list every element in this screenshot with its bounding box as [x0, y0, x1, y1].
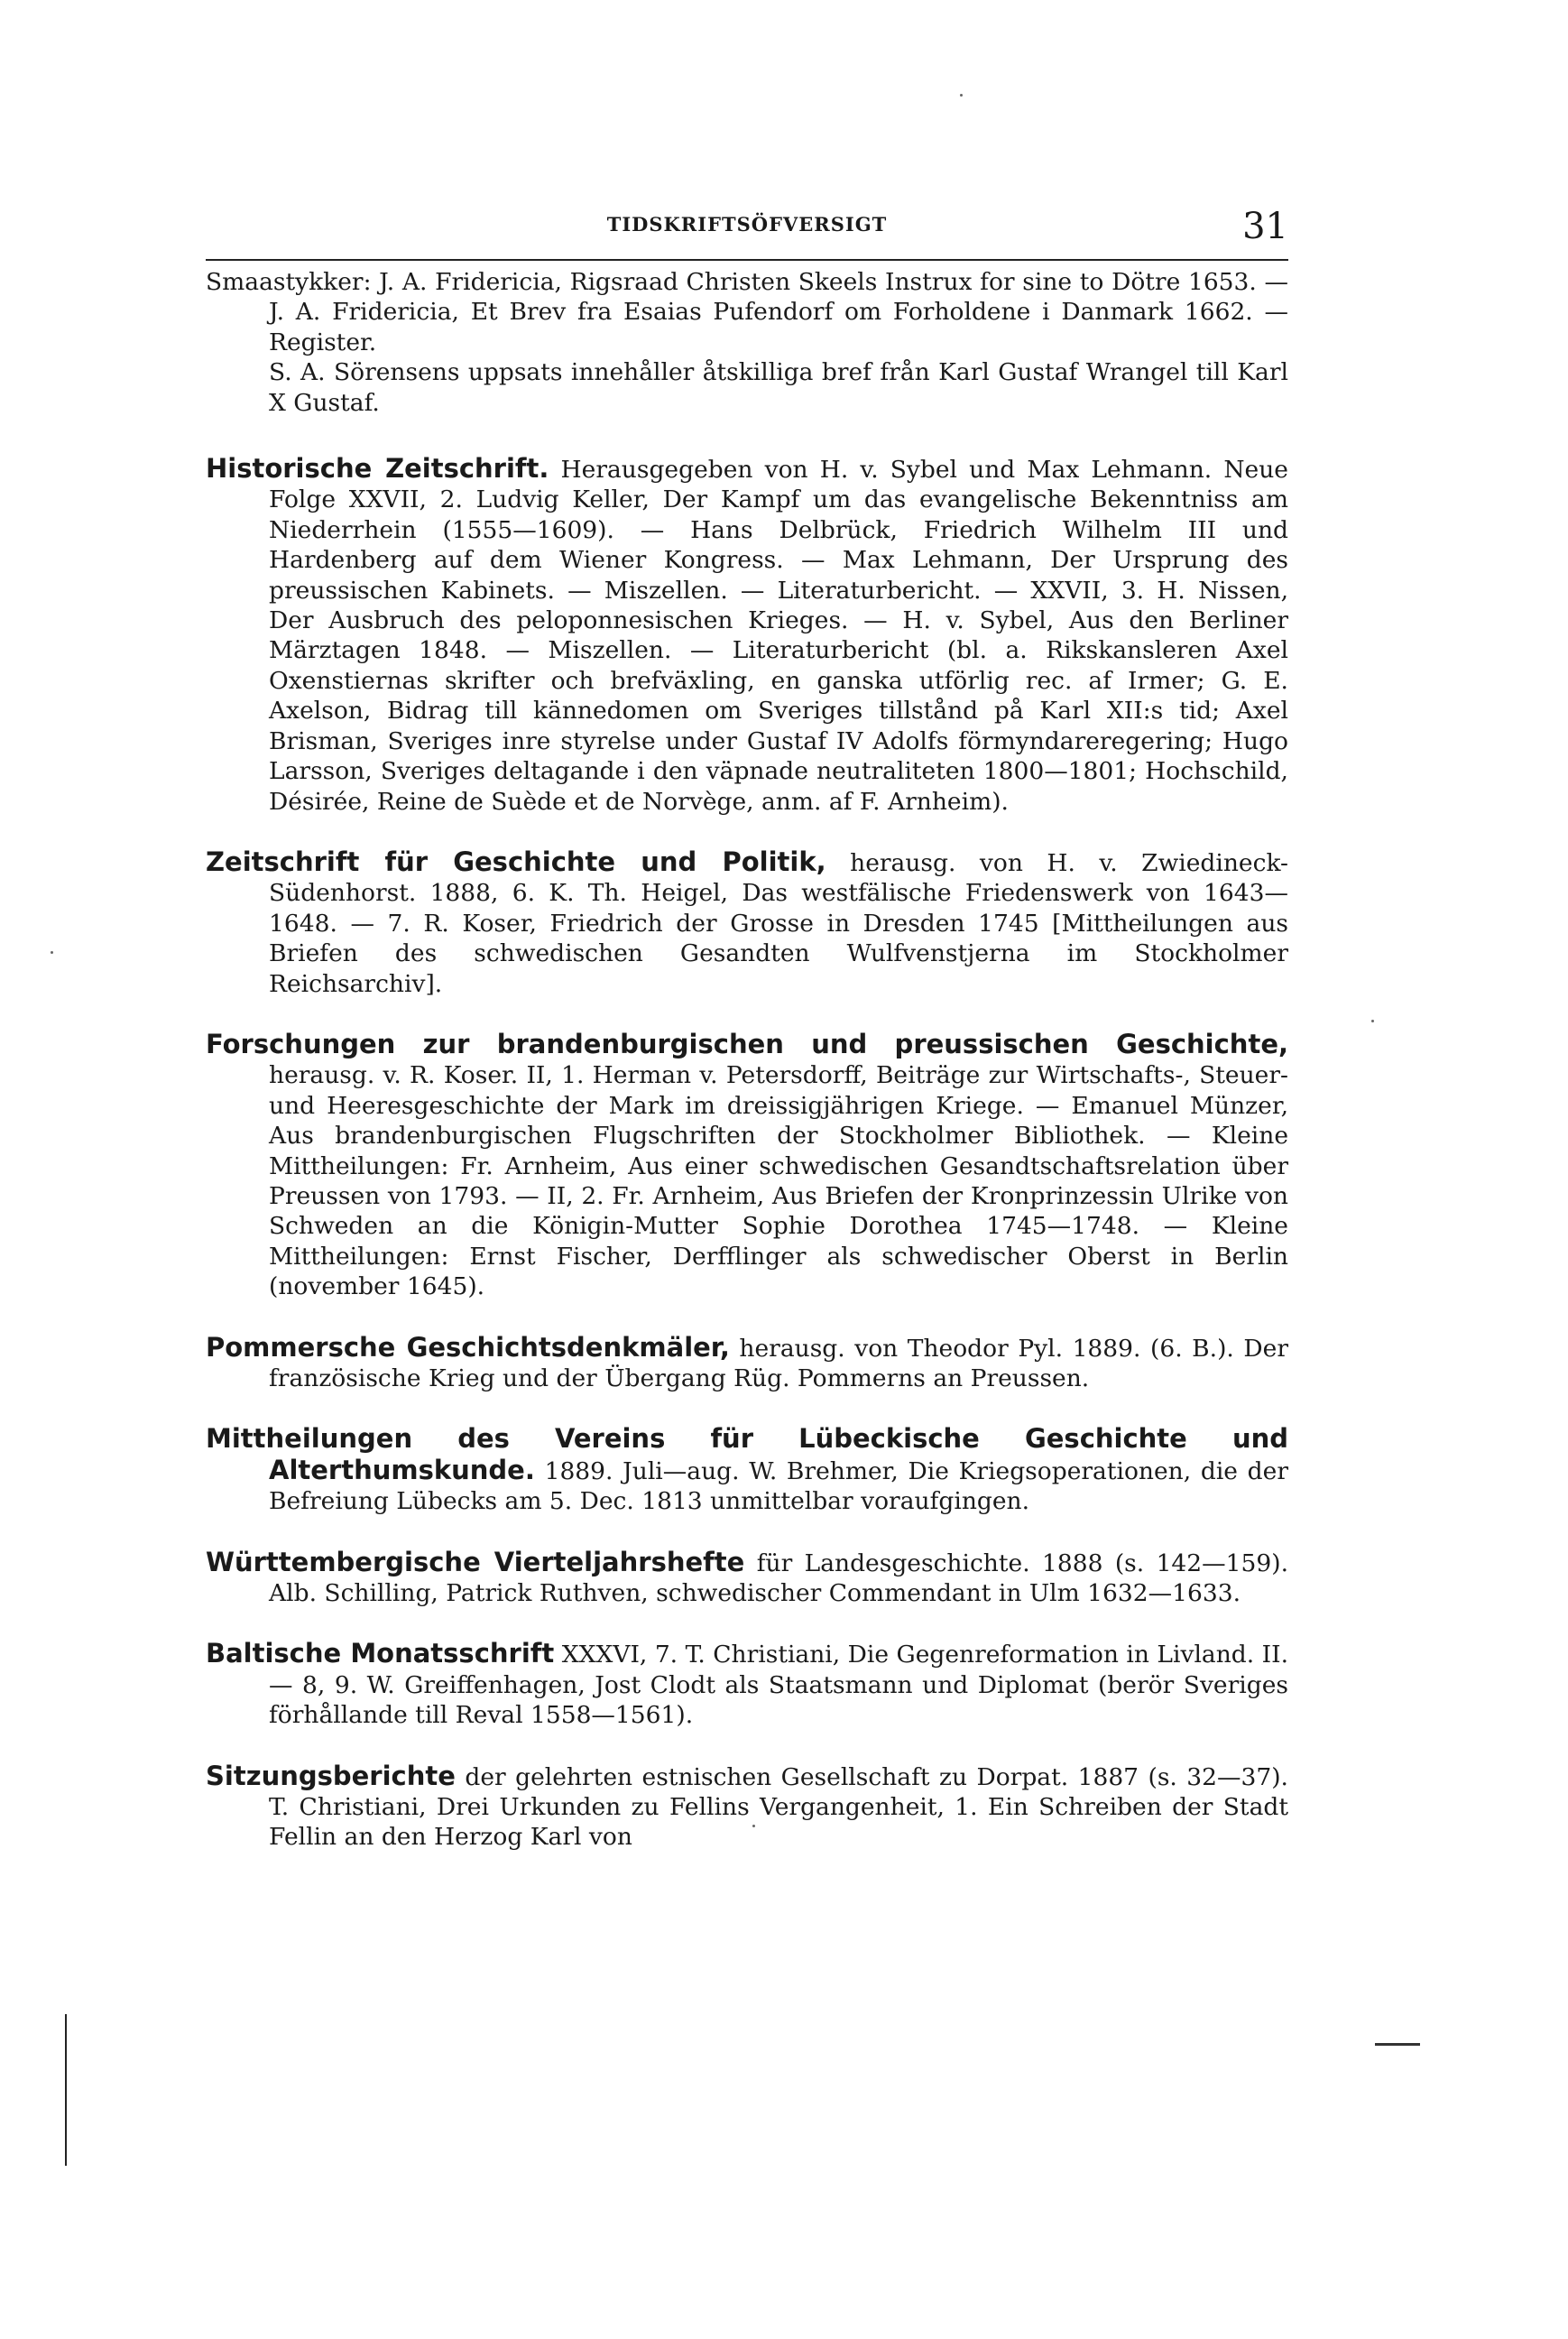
page-header	[206, 206, 1288, 247]
margin-scan-dash	[1375, 2043, 1420, 2046]
entry-text: herausg. v. R. Koser. II, 1. Herman v. Petersdorff, Beiträge zur Wirtschafts-, Steuer- und Heeresgeschichte der Mark im dreissigjährigen Kriege. — Emanuel Münzer, Aus brandenburgischen Flugschriften der Stockholmer Bibliothek. — Kleine Mittheilungen: Fr. Arnheim, Aus einer schwedischen Gesandtschaftsrelation über Preussen von 1793. — II, 2. Fr. Arnheim, Aus Briefen der Kronprinzessin Ulrike von Schweden an die Königin-Mutter Sophie Dorothea 1745—1748. — Kleine Mittheilungen: Ernst Fischer, Derfflinger als schwedischer Oberst in Berlin (november 1645).	[269, 1061, 1288, 1301]
journal-title: Württembergische Vierteljahrshefte	[206, 1546, 745, 1577]
entry-text: Smaastykker: J. A. Fridericia, Rigsraad Christen Skeels Instrux for sine to Dötre 1653. — J. A. Fridericia, Et Brev fra Esaias Pufendorf om Forholdene i Danmark 1662. — Register.	[206, 268, 1288, 356]
journal-title: Pommersche Geschichtsdenkmäler,	[206, 1331, 730, 1363]
journal-entry-historische-zeitschrift	[206, 454, 1288, 817]
journal-entry-smaastykker	[206, 267, 1288, 418]
scan-speck	[51, 951, 53, 954]
journal-title: Baltische Monatsschrift	[206, 1638, 555, 1669]
header-rule	[206, 259, 1288, 261]
journal-entry-baltische	[206, 1639, 1288, 1730]
entry-text: herausg. von H. v. Zwiedineck-Südenhorst. 1888, 6. K. Th. Heigel, Das westfälische Friedenswerk von 1643—1648. — 7. R. Koser, Friedrich der Grosse in Dresden 1745 [Mittheilungen aus Briefen des schwedischen Gesandten Wulfvenstjerna im Stockholmer Reichsarchiv].	[269, 848, 1288, 998]
journal-title: Forschungen zur brandenburgischen und preussischen Geschichte,	[206, 1028, 1288, 1059]
journal-entry-zeitschrift-geschichte-politik	[206, 847, 1288, 999]
page-number: 31	[1242, 206, 1288, 247]
entry-text: XXXVI, 7. T. Christiani, Die Gegenreformation in Livland. II. — 8, 9. W. Greiffenhagen, Jost Clodt als Staatsmann und Diplomat (berör Sveriges förhållande till Reval 1558—1561).	[269, 1641, 1288, 1730]
margin-scan-line	[65, 2014, 67, 2166]
journal-title: Zeitschrift für Geschichte und Politik,	[206, 846, 826, 877]
scan-speck	[752, 1825, 755, 1827]
entry-text: herausg. von Theodor Pyl. 1889. (6. B.). Der französische Krieg und der Übergang Rüg. Pommerns an Preussen.	[269, 1334, 1288, 1392]
entry-text: der gelehrten estnischen Gesellschaft zu Dorpat. 1887 (s. 32—37). T. Christiani, Drei Urkunden zu Fellins Vergangenheit, 1. Ein Schreiben der Stadt Fellin an den Herzog Karl von	[269, 1762, 1288, 1852]
scan-speck	[1371, 1020, 1374, 1022]
journal-entry-forschungen	[206, 1030, 1288, 1302]
entry-text: 1889. Juli—aug. W. Brehmer, Die Kriegsoperationen, die der Befreiung Lübecks am 5. Dec. 1813 unmittelbar voraufgingen.	[269, 1456, 1288, 1516]
journal-title: Mittheilungen des Vereins für Lübeckische Geschichte und Alterthumskunde.	[206, 1423, 1288, 1485]
journal-entry-mittheilungen-luebeck	[206, 1424, 1288, 1516]
entry-text: für Landesgeschichte. 1888 (s. 142—159). Alb. Schilling, Patrick Ruthven, schwedischer Commendant in Ulm 1632—1633.	[269, 1549, 1288, 1608]
journal-title: Historische Zeitschrift.	[206, 453, 549, 485]
journal-entry-wuerttembergische	[206, 1548, 1288, 1609]
entry-text-note: S. A. Sörensens uppsats innehåller åtskilliga bref från Karl Gustaf Wrangel till Karl X Gustaf.	[269, 358, 1288, 417]
journal-entry-sitzungsberichte	[206, 1761, 1288, 1853]
entry-text: Herausgegeben von H. v. Sybel und Max Lehmann. Neue Folge XXVII, 2. Ludvig Keller, Der Kampf um das evangelische Bekenntniss am Niederrhein (1555—1609). — Hans Delbrück, Friedrich Wilhelm III und Hardenberg auf dem Wiener Kongress. — Max Lehmann, Der Ursprung des preussischen Kabinets. — Miszellen. — Literaturbericht. — XXVII, 3. H. Nissen, Der Ausbruch des peloponnesischen Krieges. — H. v. Sybel, Aus den Berliner Märztagen 1848. — Miszellen. — Literaturbericht (bl. a. Rikskansleren Axel Oxenstiernas skrifter och brefväxling, en ganska utförlig rec. af Irmer; G. E. Axelson, Bidrag till kännedomen om Sveriges tillstånd på Karl XII:s tid; Axel Brisman, Sveriges inre styrelse under Gustaf IV Adolfs förmyndareregering; Hugo Larsson, Sveriges deltagande i den väpnade neutraliteten 1800—1801; Hochschild, Désirée, Reine de Suède et de Norvège, anm. af F. Arnheim).	[269, 456, 1288, 816]
journal-title: Sitzungsberichte	[206, 1760, 456, 1791]
journal-entry-pommersche	[206, 1333, 1288, 1394]
scan-speck	[960, 94, 963, 97]
journal-list	[206, 267, 1288, 1883]
running-title: TIDSKRIFTSÖFVERSIGT	[606, 213, 888, 236]
